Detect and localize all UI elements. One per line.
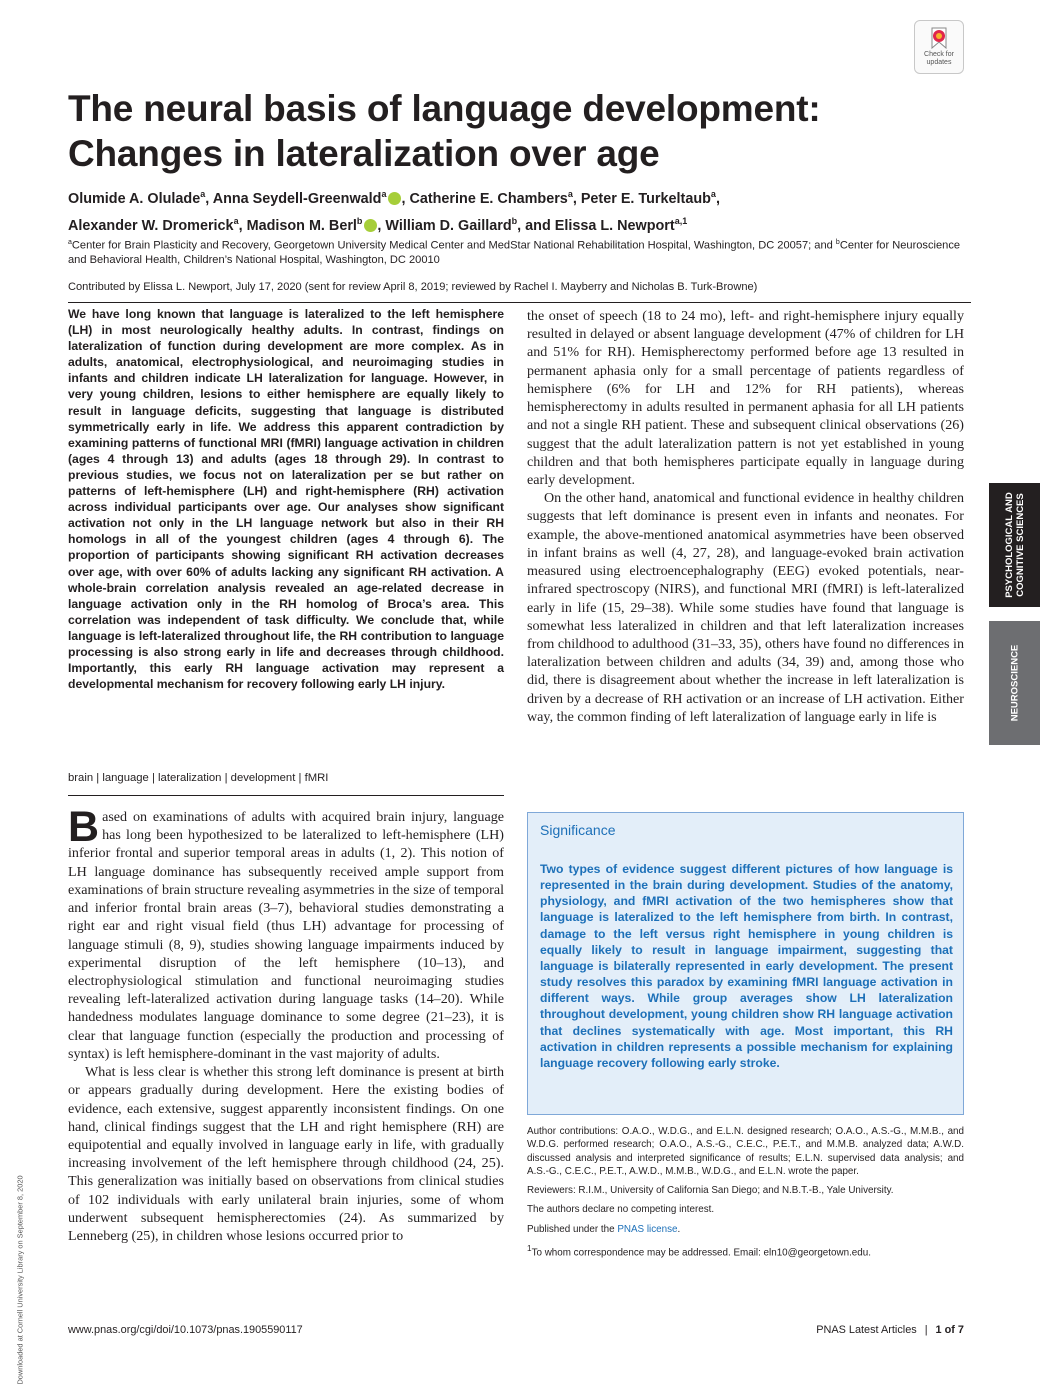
orcid-icon[interactable] <box>388 192 401 205</box>
author-name[interactable]: Olumide A. Olulade <box>68 190 201 207</box>
author-name[interactable]: William D. Gaillard <box>385 217 512 234</box>
keywords: brain | language | lateralization | development | fMRI <box>68 772 329 784</box>
download-watermark <box>14 1170 26 1390</box>
bookmark-icon <box>929 27 949 49</box>
article-title: The neural basis of language development: Changes in lateralization over age <box>68 88 821 174</box>
contributed-by: Contributed by Elissa L. Newport, July 17, 2020 (sent for review April 8, 2019; reviewed by Rachel I. Mayberry and Nicholas B. Turk-Browne) <box>68 281 758 293</box>
author-name[interactable]: Catherine E. Chambers <box>409 190 568 207</box>
tab-psych-label: PSYCHOLOGICAL AND COGNITIVE SCIENCES <box>1003 492 1026 598</box>
license-note <box>527 1223 964 1236</box>
check-for-updates-badge[interactable] <box>914 20 964 74</box>
license-prefix: Published under the <box>527 1223 618 1235</box>
license-link[interactable]: PNAS license <box>617 1223 678 1235</box>
author-separator: , <box>205 190 213 207</box>
author-name[interactable]: Anna Seydell-Greenwald <box>212 190 382 207</box>
author-name[interactable]: Madison M. Berl <box>246 217 357 234</box>
footnotes <box>527 1125 964 1266</box>
author-affiliation-marker: a <box>200 189 206 199</box>
footer-journal-info <box>816 1324 964 1336</box>
orcid-icon[interactable] <box>364 219 377 232</box>
right-paragraph-2: On the other hand, anatomical and functional evidence in healthy children suggests that left dominance is present even in infants and neonates. For example, the above-mentioned anatomical asymmetries have been observed in infant brains as well (4, 27, 28), and language-evoked brain activation measured using electroencephalography (EEG) evoked potentials, near-infrared spectroscopy (NIRS), and functional MRI (fMRI) is left-lateralized early in life (15, 29–38). While some studies have found that language is somewhat less lateralized in children and that left lateralization increases from childhood to adulthood (31–33, 35), others have found no differences in lateralization between children and adults (34, 39) and, among those who did, there is disagreement about whether the increase in left lateralization is driven by a decrease of RH activation or an increase of LH activation. Either way, the common finding of left lateralization of language early in life is <box>527 490 964 725</box>
significance-title: Significance <box>540 822 616 838</box>
header-divider <box>68 302 971 303</box>
footer-page-number: 1 of 7 <box>935 1324 964 1336</box>
right-column-text <box>527 307 964 726</box>
author-contributions: Author contributions: O.A.O., W.D.G., and E.L.N. designed research; O.A.O., A.S.-G., M.M.B., and W.D.G. performed research; O.A.O., A.S.-G., C.E.C., P.E.T., and M.M.B. analyzed data; A.W.D. discussed analysis and interpreted significance of results; E.L.N. supervised data analysis; and A.S.-G., C.E.C., P.E.T., A.W.D., M.M.B., W.D.G., and E.L.N. wrote the paper. <box>527 1126 964 1177</box>
author-affiliation-marker: b <box>511 215 518 226</box>
author-affiliation-marker: a <box>710 189 716 199</box>
dropcap: B <box>68 803 100 851</box>
affiliation-b: Center for Neuroscience and Behavioral Health, Children’s National Hospital, Washington, DC 20010 <box>68 239 961 267</box>
footer-doi[interactable]: www.pnas.org/cgi/doi/10.1073/pnas.1905590117 <box>68 1324 303 1336</box>
author-affiliation-marker: a,1 <box>674 215 688 226</box>
author-name[interactable]: Elissa L. Newport <box>554 217 675 234</box>
download-note-text: Downloaded at Cornell University Library on September 8, 2020 <box>15 1175 25 1385</box>
significance-box <box>527 812 964 1115</box>
right-paragraph-1: the onset of speech (18 to 24 mo), left- and right-hemisphere injury equally resulted in delayed or absent language development (47% of children for LH and 51% for RH). Hemispherectomy performed before age 13 resulted in permanent aphasia only for a small percentage of patients regardless of hemisphere (6% for LH and 12% for RH patients), whereas hemispherectomy in adults resulted in permanent aphasia for all LH patients and not a single RH patient. These and subsequent clinical observations (26) suggest that the adult lateralization pattern is not yet established in young children and that both hemispheres participate equally in language during early development. <box>527 308 964 488</box>
correspondence-text: To whom correspondence may be addressed. Email: eln10@georgetown.edu. <box>531 1247 871 1259</box>
keywords-divider <box>68 795 504 796</box>
correspondence-marker: 1 <box>527 1244 532 1254</box>
author-affiliation-marker: b <box>356 215 363 226</box>
footer-journal: PNAS Latest Articles <box>816 1324 917 1336</box>
author-affiliation-marker: a <box>567 189 573 199</box>
author-separator: , and <box>517 217 555 234</box>
reviewers: Reviewers: R.I.M., University of California San Diego; and N.B.T.-B., Yale University. <box>527 1185 894 1197</box>
affiliation-a-label: a <box>68 239 72 246</box>
author-separator: , <box>238 217 247 234</box>
correspondence-note <box>527 1242 964 1260</box>
affiliation-a: Center for Brain Plasticity and Recovery, Georgetown University Medical Center and MedStar National Rehabilitation Hospital, Washington, DC 20057; and <box>71 239 836 252</box>
author-separator: , <box>401 190 410 207</box>
tab-neuro-label: NEUROSCIENCE <box>1009 644 1020 722</box>
author-separator: , <box>572 190 581 207</box>
tab-psychological-cognitive-sciences <box>989 483 1040 607</box>
author-name[interactable]: Peter E. Turkeltaub <box>580 190 711 207</box>
affiliations <box>68 236 973 268</box>
author-separator: , <box>715 190 720 207</box>
intro-paragraph-2: What is less clear is whether this strong left dominance is present at birth or appears gradually during development. Here the existing bodies of evidence, each extensive, suggest apparently inconsistent findings. On one hand, clinical findings suggest that the LH and right hemisphere (RH) are equipotential and equally involved in language early in life, with gradually increasing involvement of the left hemisphere through childhood (24, 25). This generalization was initially based on observations from clinical studies of 102 individuals with early unilateral brain injuries, some of whom underwent subsequent hemispherectomies (24). As summarized by Lenneberg (25), in children whose lesions occurred prior to <box>68 1064 504 1245</box>
author-list <box>68 183 973 237</box>
footer-separator: | <box>924 1324 928 1336</box>
introduction <box>68 803 504 1245</box>
author-affiliation-marker: a <box>233 215 239 226</box>
author-affiliation-marker: a <box>381 189 387 199</box>
author-name[interactable]: Alexander W. Dromerick <box>68 217 234 234</box>
license-suffix: . <box>677 1223 681 1235</box>
intro-paragraph-1 <box>68 803 504 1063</box>
competing-interest: The authors declare no competing interest. <box>527 1204 715 1216</box>
significance-body: Two types of evidence suggest different pictures of how language is represented in the brain during development. Studies of the anatomy, physiology, and fMRI activation of the two hemispheres show that language is lateralized to the left hemisphere from birth. In contrast, damage to the left versus right hemisphere in young children is equally likely to result in language impairment, suggesting that language is bilaterally represented in early development. The present study resolves this paradox by examining fMRI language activation in different ways. While group averages show LH lateralization throughout development, young children show RH language activation that declines systematically with age. Most important, this RH activation in children represents a possible mechanism for explaining language recovery following early stroke. <box>540 862 953 1070</box>
abstract: We have long known that language is lateralized to the left hemisphere (LH) in most neurologically healthy adults. In contrast, findings on lateralization of function during development are more complex. As in adults, anatomical, electrophysiological, and neuroimaging studies in infants and children indicate LH lateralization for language. However, in very young children, lesions to either hemisphere are equally likely to result in language deficits, suggesting that language is distributed symmetrically early in life. We address this apparent contradiction by examining patterns of functional MRI (fMRI) language activation in children (ages 4 through 13) and adults (ages 18 through 29). In contrast to previous studies, we focus not on lateralization per se but rather on patterns of left-hemisphere (LH) and right-hemisphere (RH) activation across individual participants over age. Our analyses show significant activation not only in the LH language network but also in their RH homologs in all of the youngest children (ages 4 through 6). The proportion of participants showing significant RH activation decreases over age, with over 60% of adults lacking any significant RH activation. A whole-brain correlation analysis revealed an age-related decrease in language activation only in the RH homolog of Broca’s area. This correlation was independent of task difficulty. We conclude that, while language is left-lateralized throughout life, the RH contribution to language processing is also strong early in life and decreases through childhood. Importantly, this early RH language activation may represent a developmental mechanism for recovery following early LH injury. <box>68 307 504 692</box>
affiliation-b-label: b <box>835 239 840 246</box>
check-for-updates-label: Check for updates <box>924 51 954 66</box>
tab-neuroscience <box>989 621 1040 745</box>
intro-paragraph-1-text: ased on examinations of adults with acquired brain injury, language has long been hypothesized to be lateralized to left-hemisphere (LH) inferior frontal and superior temporal areas in adults (1, 2). This notion of LH language dominance has subsequently received ample support from examinations of brain structure revealing asymmetries in the size of temporal and inferior frontal brain areas (3–7), behavioral studies demonstrating a right ear and right visual field (thus LH) advantage for processing of language stimuli (8, 9), studies showing language impairments induced by experimental disruption of the left hemisphere (10–13), and electrophysiological stimulation and functional neuroimaging studies revealing left-lateralized activation during language tasks (14–20). While handedness modulates language dominance to some degree (21–23), it is clear that language function (especially the production and processing of syntax) is left hemisphere-dominant in the vast majority of adults. <box>68 809 504 1062</box>
author-separator: , <box>377 217 386 234</box>
